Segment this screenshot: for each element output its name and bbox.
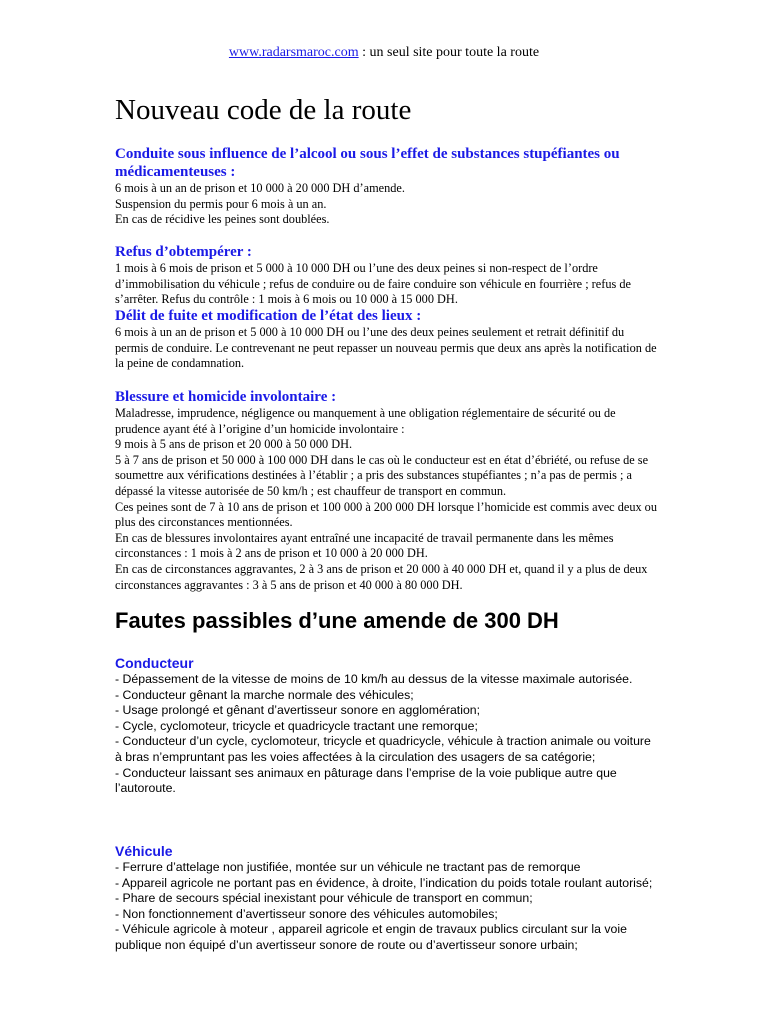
section-line: 5 à 7 ans de prison et 50 000 à 100 000 DH dans le cas où le conducteur est en état d’ébriété, ou refuse de se soumettre aux vérifications destinées à l’établir ; a pris des substances stupéfiantes ; n’a pas de permis ; a dépassé la vitesse autorisée de 50 km/h ; est chauffeur de transport en commun. (115, 452, 649, 498)
site-link[interactable]: www.radarsmaroc.com (228, 45, 359, 60)
section-line: 9 mois à 5 ans de prison et 20 000 à 50 000 DH. (115, 437, 353, 452)
list-item: - Ferrure d’attelage non justifiée, montée sur un véhicule ne tractant pas de remorque (115, 860, 581, 874)
list-item: - Conducteur laissant ses animaux en pâturage dans l’emprise de la voie publique autre que l’autoroute. (115, 765, 617, 796)
group-heading: Conducteur (115, 655, 194, 671)
list-item: - Conducteur d’un cycle, cyclomoteur, tricycle et quadricycle, véhicule à traction animale ou voiture à bras n’empruntant pas les voies affectées à la circulation des usagers de sa catégorie; (115, 734, 651, 764)
fautes-title: Fautes passibles d’une amende de 300 DH (115, 608, 559, 633)
site-header (0, 45, 768, 61)
group-conducteur (115, 654, 660, 797)
section-line: Maladresse, imprudence, négligence ou manquement à une obligation réglementaire de sécurité ou de prudence ayant été à l’origine d’un homicide involontaire : (115, 406, 616, 436)
section-heading: Délit de fuite et modification de l’état des lieux : (115, 308, 422, 324)
section-line: En cas de récidive les peines sont doublées. (115, 212, 330, 227)
list-item: - Dépassement de la vitesse de moins de 10 km/h au dessus de la vitesse maximale autorisée. (115, 672, 633, 686)
section-heading: Conduite sous influence de l’alcool ou sous l’effet de substances stupéfiantes ou médicamenteuses : (115, 146, 620, 180)
section-line: 6 mois à un an de prison et 5 000 à 10 000 DH ou l’une des deux peines seulement et retrait définitif du permis de conduire. Le contrevenant ne peut repasser un nouveau permis que deux ans après la notification de la peine de condamnation. (115, 325, 657, 371)
section-line: Suspension du permis pour 6 mois à un an. (115, 196, 327, 211)
list-item: - Conducteur gênant la marche normale des véhicules; (115, 687, 414, 702)
list-item: - Phare de secours spécial inexistant pour véhicule de transport en commun; (115, 891, 533, 906)
section-line: En cas de blessures involontaires ayant entraîné une incapacité de travail permanente dans les mêmes circonstances : 1 mois à 2 ans de prison et 10 000 à 20 000 DH. (115, 530, 614, 561)
list-item: - Cycle, cyclomoteur, tricycle et quadricycle tractant une remorque; (115, 718, 478, 733)
group-heading: Véhicule (115, 843, 173, 859)
site-tagline: : un seul site pour toute la route (358, 45, 540, 60)
group-vehicule (115, 842, 660, 954)
list-item: - Appareil agricole ne portant pas en évidence, à droite, l’indication du poids totale roulant autorisé; (115, 875, 653, 890)
section-line: En cas de circonstances aggravantes, 2 à 3 ans de prison et 20 000 à 40 000 DH et, quand il y a plus de deux circonstances aggravantes : 3 à 5 ans de prison et 40 000 à 80 000 DH. (115, 561, 648, 592)
section-alcool (115, 145, 660, 228)
list-item: - Non fonctionnement d’avertisseur sonore des véhicules automobiles; (115, 906, 498, 921)
section-line: 1 mois à 6 mois de prison et 5 000 à 10 000 DH ou l’une des deux peines si non-respect de l’ordre d’immobilisation du véhicule ; refus de conduire ou de faire conduire son véhicule en fourrière ; refus de s’arrêter. Refus du contrôle : 1 mois à 6 mois ou 10 000 à 15 000 DH. (115, 261, 631, 307)
section-refus (115, 243, 660, 308)
section-line: Ces peines sont de 7 à 10 ans de prison et 100 000 à 200 000 DH lorsque l’homicide est commis avec deux ou plus des circonstances mentionnées. (115, 499, 657, 530)
page-title: Nouveau code de la route (115, 94, 412, 126)
section-blessure (115, 388, 660, 593)
section-heading: Refus d’obtempérer : (115, 244, 252, 260)
list-item: - Usage prolongé et gênant d’avertisseur sonore en agglomération; (115, 703, 481, 718)
section-line: 6 mois à un an de prison et 10 000 à 20 000 DH d’amende. (115, 181, 405, 195)
section-heading: Blessure et homicide involontaire : (115, 389, 337, 405)
list-item: - Véhicule agricole à moteur , appareil agricole et engin de travaux publics circulant sur la voie publique non équipé d’un avertisseur sonore de route ou d’avertisseur sonore urbain; (115, 922, 627, 952)
section-delit-fuite (115, 307, 660, 372)
